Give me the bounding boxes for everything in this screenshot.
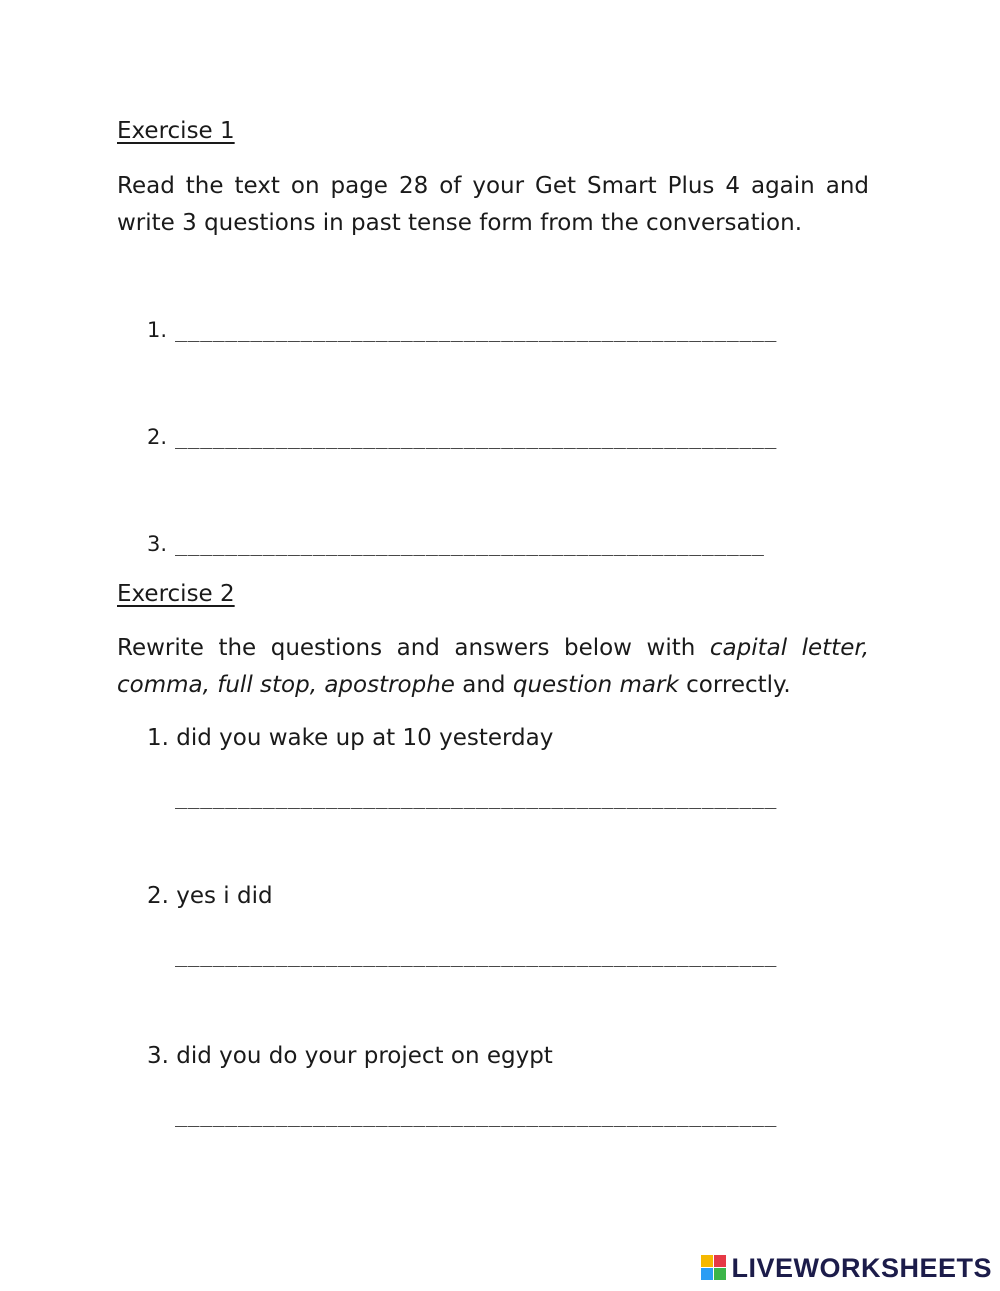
exercise-2-item-3-text: 3. did you do your project on egypt <box>147 1043 553 1069</box>
exercise-1-blank-1-number: 1. <box>147 318 168 342</box>
instruction-comma: comma, <box>117 672 210 698</box>
exercise-1-blank-3-line[interactable]: _______________________________________________ <box>175 532 765 556</box>
exercise-1-blank-2-number: 2. <box>147 425 168 449</box>
instruction-full-stop: full stop, <box>217 672 317 698</box>
instruction-text: Rewrite the questions and answers below with <box>117 635 710 661</box>
exercise-2-instruction <box>117 630 869 704</box>
exercise-2-heading: Exercise 2 <box>117 581 235 607</box>
exercise-2-item-1-line[interactable]: ________________________________________________ <box>175 785 777 809</box>
liveworksheets-logo-icon <box>701 1255 727 1281</box>
instruction-and: and <box>462 672 506 698</box>
exercise-1-heading: Exercise 1 <box>117 118 235 144</box>
exercise-1-blank-1-line[interactable]: ________________________________________________ <box>175 318 777 342</box>
instruction-question-mark: question mark <box>512 672 679 698</box>
liveworksheets-logo[interactable] <box>701 1253 992 1283</box>
exercise-2-item-2-text: 2. yes i did <box>147 883 273 909</box>
exercise-1-blank-3-number: 3. <box>147 532 168 556</box>
exercise-2-item-1-text: 1. did you wake up at 10 yesterday <box>147 725 554 751</box>
exercise-1-blank-2-line[interactable]: ________________________________________________ <box>175 425 777 449</box>
instruction-correctly: correctly. <box>686 672 791 698</box>
instruction-capital-letter: capital letter, <box>709 635 869 661</box>
liveworksheets-logo-text: LIVEWORKSHEETS <box>731 1252 992 1283</box>
exercise-2-item-3-line[interactable]: ________________________________________________ <box>175 1103 777 1127</box>
instruction-apostrophe: apostrophe <box>324 672 455 698</box>
exercise-1-instruction: Read the text on page 28 of your Get Smart Plus 4 again and write 3 questions in past tense form from the conversation. <box>117 173 869 236</box>
exercise-2-item-2-line[interactable]: ________________________________________________ <box>175 943 777 967</box>
